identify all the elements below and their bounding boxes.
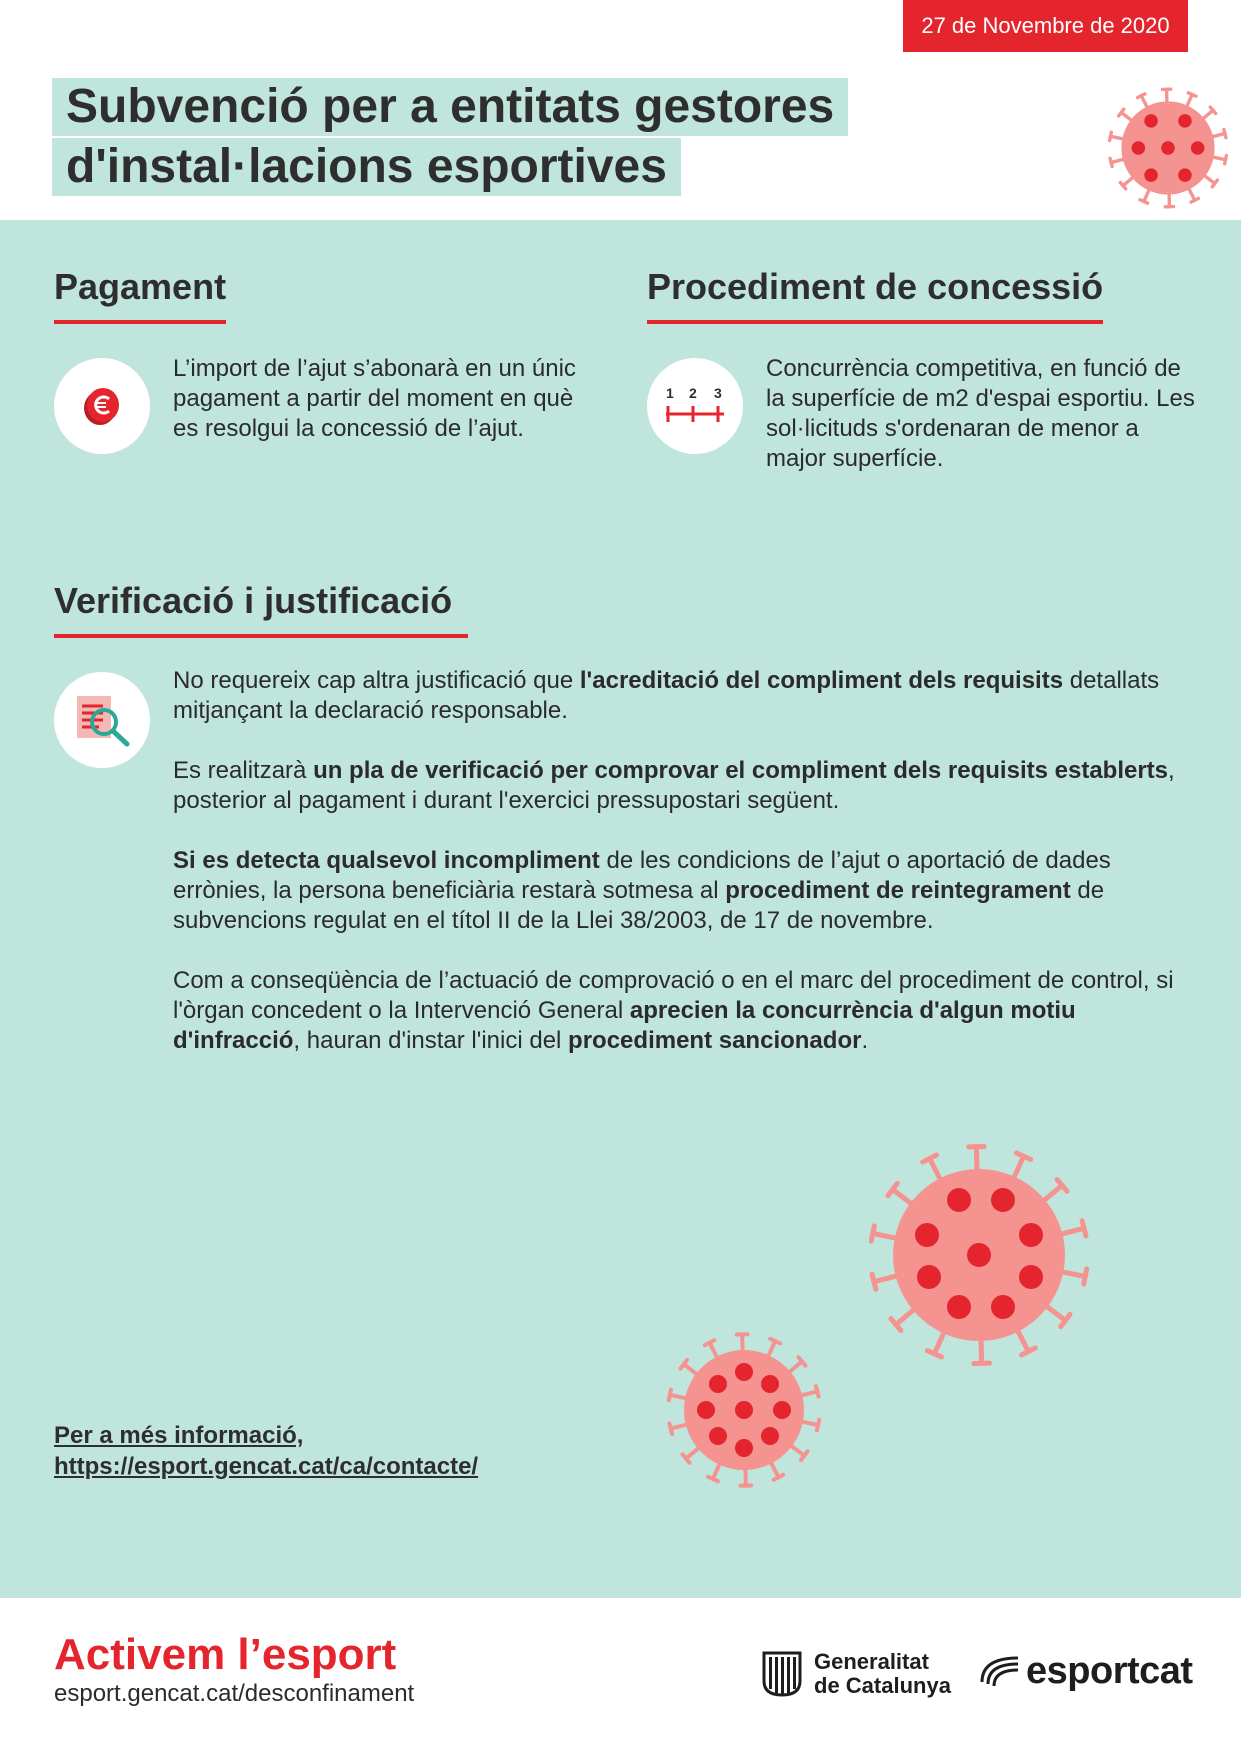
generalitat-line-2: de Catalunya: [814, 1673, 951, 1698]
title-line-1: Subvenció per a entitats gestores: [52, 78, 848, 136]
campaign-url: esport.gencat.cat/desconfinament: [54, 1680, 415, 1707]
verificacio-paragraph-3: Si es detecta qualsevol incompliment de les condicions de l’ajut o aportació de dades errònies, la persona beneficiària restarà sotmesa al procediment de reintegrament de subvencions regulat en el títol II de la Llei 38/2003, de 17 de novembre.: [173, 847, 1111, 934]
heading-pagament: Pagament: [54, 266, 226, 324]
virus-illustration-top: [1095, 76, 1241, 220]
more-info-link[interactable]: [54, 1420, 478, 1482]
verificacio-paragraph-1: No requereix cap altra justificació que l'acreditació del compliment dels requisits detallats mitjançant la declaració responsable.: [173, 667, 1160, 724]
page-title: [52, 78, 848, 196]
virus-illustration-large: [864, 1140, 1094, 1370]
procediment-text: Concurrència competitiva, en funció de la superfície de m2 d'espai esportiu. Les sol·licituds s'ordenaran de menor a major superfície.: [766, 355, 1195, 472]
virus-illustration-small: [664, 1330, 824, 1490]
verificacio-paragraph-2: Es realitzarà un pla de verificació per comprovar el compliment dels requisits establerts, posterior al pagament i durant l'exercici pressupostari següent.: [173, 757, 1175, 814]
rank-label-1: 1: [666, 385, 674, 401]
contact-url-link[interactable]: https://esport.gencat.cat/ca/contacte/: [54, 1453, 479, 1480]
heading-verificacio: Verificació i justificació: [54, 580, 468, 638]
esportcat-wordmark: esportcat: [1026, 1650, 1193, 1692]
rank-label-3: 3: [714, 385, 722, 401]
verificacio-text: [173, 666, 1193, 1086]
more-info-label[interactable]: Per a més informació,: [54, 1422, 304, 1449]
title-line-2: d'instal·lacions esportives: [52, 138, 681, 196]
generalitat-logo: [762, 1650, 951, 1698]
heading-procediment: Procediment de concessió: [647, 266, 1103, 324]
generalitat-line-1: Generalitat: [814, 1649, 929, 1674]
ranking-123-icon: [647, 358, 743, 454]
rank-label-2: 2: [689, 385, 697, 401]
generalitat-emblem-icon: [762, 1651, 802, 1697]
content-panel: [0, 220, 1241, 1598]
date-badge: 27 de Novembre de 2020: [903, 0, 1188, 52]
coin-icon: [54, 358, 150, 454]
verificacio-paragraph-4: Com a conseqüència de l’actuació de comprovació o en el marc del procediment de control, si l'òrgan concedent o la Intervenció General aprecien la concurrència d'algun motiu d'infracció, hauran d'instar l'inici del procediment sancionador.: [173, 967, 1174, 1054]
campaign-title: Activem l’esport: [54, 1630, 397, 1679]
document-magnifier-icon: [54, 672, 150, 768]
esportcat-logo: [978, 1650, 1193, 1693]
pagament-text: L’import de l’ajut s’abonarà en un únic pagament a partir del moment en què es resolgui la concessió de l’ajut.: [173, 355, 576, 442]
esportcat-swoosh-icon: [978, 1652, 1022, 1692]
